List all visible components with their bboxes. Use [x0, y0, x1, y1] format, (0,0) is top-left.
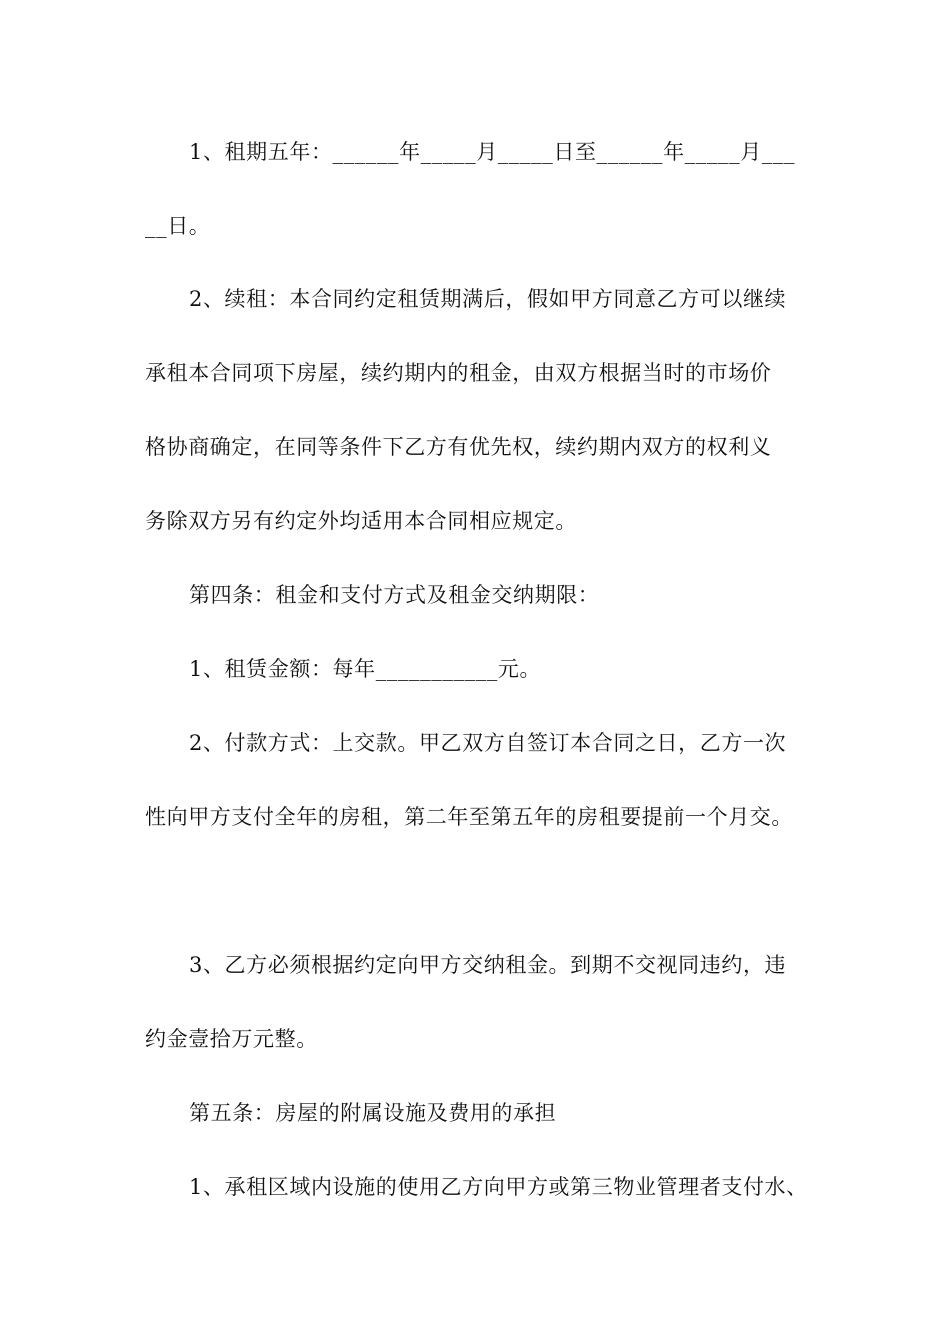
renewal-clause-line-3: 格协商确定，在同等条件下乙方有优先权，续约期内双方的权利义: [145, 435, 772, 459]
renewal-clause-line-2: 承租本合同项下房屋，续约期内的租金，由双方根据当时的市场价: [145, 361, 772, 385]
penalty-clause-line-1: 3、乙方必须根据约定向甲方交纳租金。到期不交视同违约，违: [189, 953, 787, 977]
penalty-clause-line-2: 约金壹拾万元整。: [145, 1027, 318, 1051]
facilities-clause-line-1: 1、承租区域内设施的使用乙方向甲方或第三物业管理者支付水、: [189, 1175, 808, 1199]
payment-method-line-1: 2、付款方式：上交款。甲乙双方自签订本合同之日，乙方一次: [189, 731, 787, 755]
article-five-heading: 第五条：房屋的附属设施及费用的承担: [189, 1101, 557, 1125]
rent-amount-line: 1、租赁金额：每年___________元。: [189, 657, 542, 681]
lease-term-line-end: __日。: [145, 214, 211, 238]
payment-method-line-2: 性向甲方支付全年的房租，第二年至第五年的房租要提前一个月交。: [145, 805, 793, 829]
renewal-clause-line-1: 2、续租：本合同约定租赁期满后，假如甲方同意乙方可以继续: [189, 287, 787, 311]
lease-term-line: 1、租期五年：______年_____月_____日至______年_____月___: [189, 140, 796, 164]
renewal-clause-line-4: 务除双方另有约定外均适用本合同相应规定。: [145, 509, 577, 533]
article-four-heading: 第四条：租金和支付方式及租金交纳期限：: [189, 583, 600, 607]
